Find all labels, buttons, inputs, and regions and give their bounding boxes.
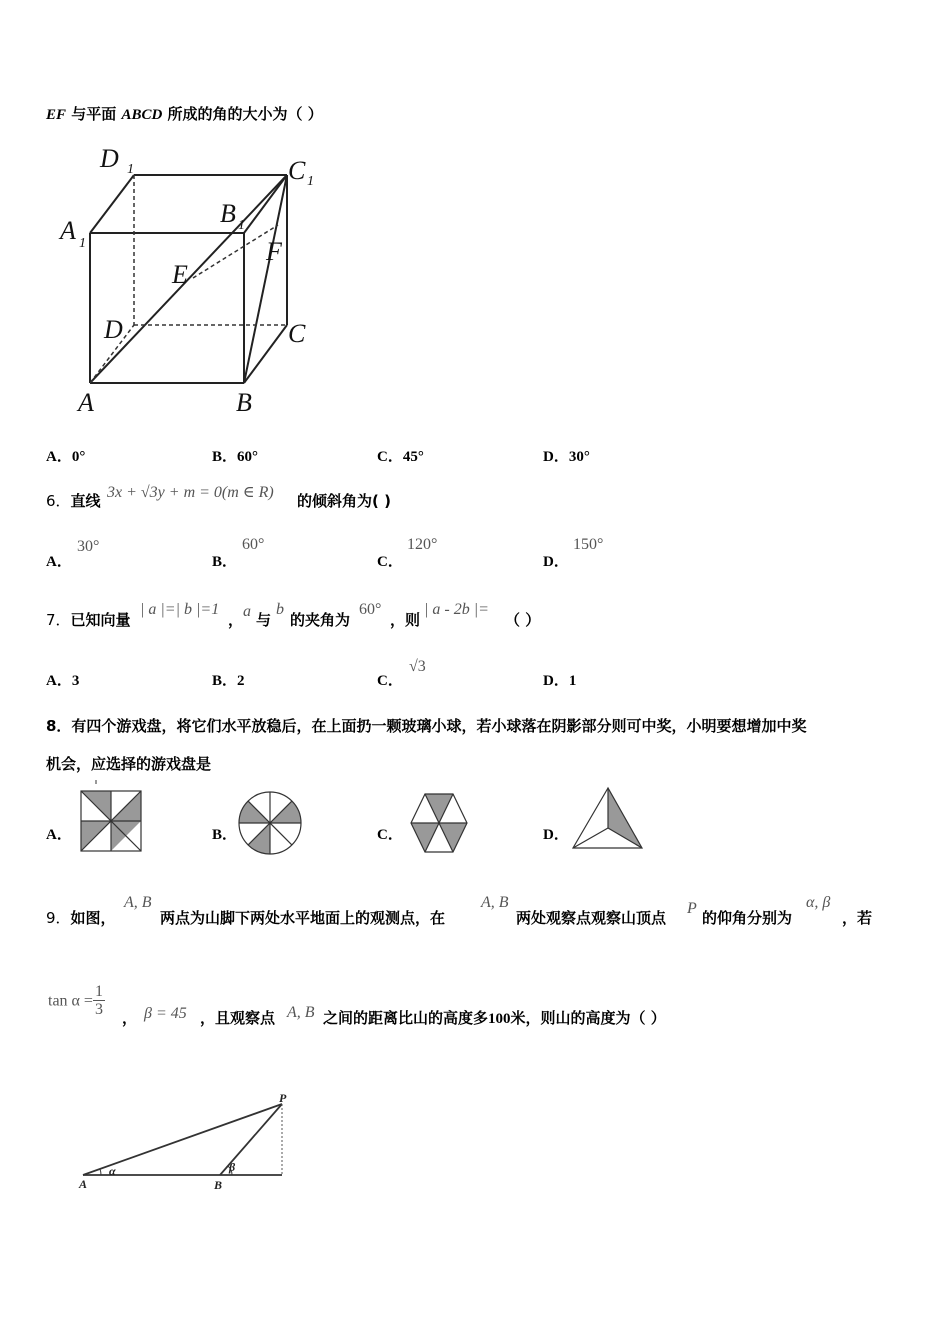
q7-option-b[interactable]: B．2 [212, 673, 245, 689]
q6-prefix: 直线 [70, 492, 101, 510]
q9-p8: 米，则山的高度为（ ） [510, 1009, 666, 1027]
q7-number: 7． [46, 611, 71, 629]
label-a1-sub: 1 [79, 236, 86, 251]
label-c1: C [288, 156, 306, 185]
fig-label-alpha: α [109, 1164, 116, 1178]
q6-equation: 3x + √3y + m = 0(m ∈ R) [107, 484, 274, 501]
q6-option-d[interactable]: D． [543, 554, 569, 570]
q9-angles: α, β [806, 894, 831, 911]
q9-tan-den: 3 [94, 1001, 103, 1018]
q5-stem-mid: 与平面 [66, 105, 122, 123]
q9-number: 9． [46, 909, 71, 927]
q7-expr: | a - 2b |= [424, 601, 489, 618]
q9-p5: ，若 [842, 909, 873, 927]
q9-p3: 两处观察点观察山顶点 [516, 909, 667, 927]
q8-line2: 机会，应选择的游戏盘是 [46, 755, 212, 773]
q9-tan [48, 984, 105, 1019]
q6-option-c-value: 120° [407, 536, 438, 553]
q6-option-d-value: 150° [573, 536, 604, 553]
q6-number: 6． [46, 492, 71, 510]
q5-option-c[interactable]: C．45° [377, 449, 424, 465]
fig-label-a: A [79, 1177, 88, 1191]
label-e: E [172, 260, 188, 289]
game-board-d-triangle [571, 786, 645, 852]
label-c1-sub: 1 [307, 174, 314, 189]
q6-option-a[interactable]: A． [46, 554, 72, 570]
q9-ab2: A, B [481, 894, 509, 911]
q7-angle: 60° [359, 601, 382, 618]
q7-option-c[interactable]: C． [377, 673, 403, 689]
q6-option-b[interactable]: B． [212, 554, 238, 570]
label-c: C [288, 319, 306, 348]
q9-ab1: A, B [124, 894, 152, 911]
q5-option-b[interactable]: B．60° [212, 449, 259, 465]
q7-sep: ， [228, 611, 244, 629]
q7-option-c-value: √3 [409, 658, 426, 675]
q7-a: a [243, 603, 251, 620]
q9-hundred: 100 [488, 1011, 511, 1027]
label-d: D [104, 315, 123, 344]
q5-option-a[interactable]: A．0° [46, 449, 86, 465]
q7-prefix: 已知向量 [70, 611, 131, 629]
q7-option-d[interactable]: D．1 [543, 673, 577, 689]
label-d1-sub: 1 [127, 162, 134, 177]
label-b1: B [220, 199, 236, 228]
q9-comma: ， [122, 1009, 138, 1027]
q7-cond1: | a |=| b |=1 [140, 601, 220, 618]
q8-option-c[interactable]: C． [377, 827, 403, 843]
q7-ze: ，则 [390, 611, 421, 629]
label-b1-sub: 1 [238, 218, 245, 233]
q8-option-a[interactable]: A． [46, 827, 72, 843]
q9-p7-line [323, 1007, 666, 1028]
q6-option-a-value: 30° [77, 538, 100, 555]
q9-P: P [687, 900, 697, 917]
label-b: B [236, 388, 252, 417]
q5-stem-ef: EF [46, 107, 67, 123]
q5-stem-end: 所成的角的大小为（ ） [162, 105, 323, 123]
q7-yu: 与 [256, 611, 272, 629]
game-board-c-hexagon [409, 792, 471, 858]
mountain-figure [75, 1090, 315, 1200]
fig-label-b: B [214, 1178, 223, 1192]
q7-angle-text: 的夹角为 [290, 611, 351, 629]
q6-option-b-value: 60° [242, 536, 265, 553]
q9-p6: ，且观察点 [200, 1009, 276, 1027]
q7-b: b [276, 601, 284, 618]
label-d1: D [100, 144, 119, 173]
q5-stem [46, 103, 323, 124]
label-a: A [78, 388, 94, 417]
q5-stem-abcd: ABCD [121, 107, 163, 123]
q9-p2: 两点为山脚下两处水平地面上的观测点，在 [160, 909, 446, 927]
label-f: F [266, 237, 282, 266]
q9-p1: 如图， [70, 909, 116, 927]
q7-option-a[interactable]: A．3 [46, 673, 80, 689]
q6-option-c[interactable]: C． [377, 554, 403, 570]
q7-stem-start [46, 609, 131, 630]
q9-tan-num: 1 [94, 983, 103, 1000]
q9-tan-fraction [93, 984, 105, 1019]
fig-label-beta: β [229, 1160, 236, 1174]
q9-p7: 之间的距离比山的高度多 [323, 1009, 489, 1027]
cube-figure [50, 135, 350, 425]
q5-option-d[interactable]: D．30° [543, 449, 590, 465]
q8-option-b[interactable]: B． [212, 827, 238, 843]
game-board-b-circle [237, 792, 303, 858]
q9-beta: β = 45 [144, 1005, 187, 1022]
label-a1: A [60, 216, 76, 245]
q7-paren: （ ） [505, 611, 541, 629]
q6-suffix: 的倾斜角为( ) [297, 492, 391, 510]
q6-stem [46, 490, 101, 511]
q9-ab3: A, B [287, 1004, 315, 1021]
q9-tan-prefix: tan α = [48, 992, 93, 1010]
q8-option-d[interactable]: D． [543, 827, 569, 843]
q9-line1-start [46, 907, 116, 928]
q9-p4: 的仰角分别为 [702, 909, 793, 927]
fig-label-p: P [279, 1091, 287, 1105]
q8-line1: 8．有四个游戏盘，将它们水平放稳后，在上面扔一颗玻璃小球，若小球落在阴影部分则可中奖，小明要想增加中奖 [46, 717, 807, 735]
game-board-a-square [79, 786, 143, 852]
